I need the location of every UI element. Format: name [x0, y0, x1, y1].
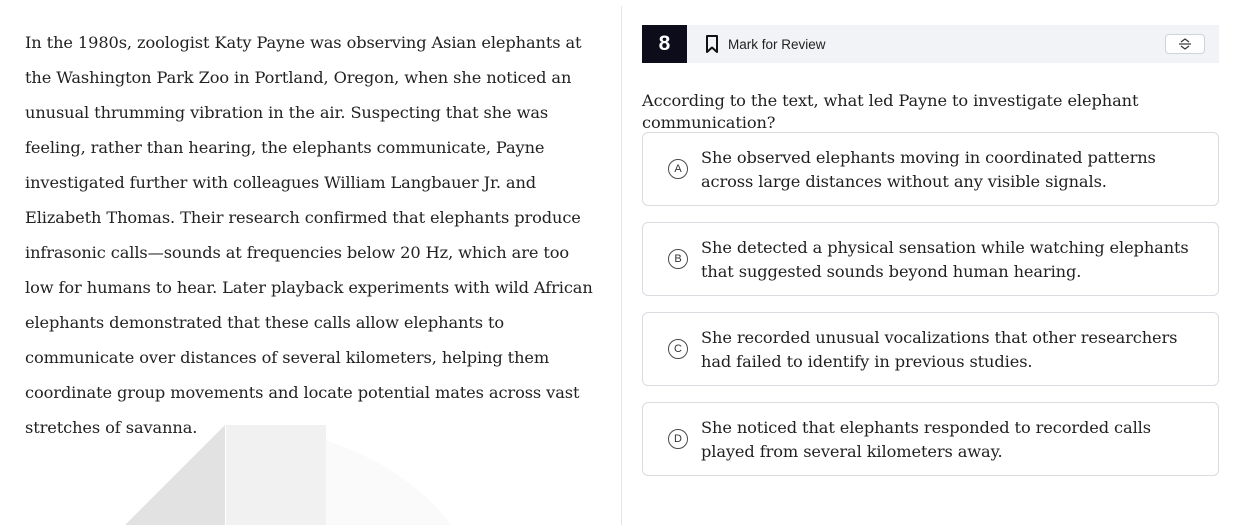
choice-letter-badge: C: [668, 339, 688, 359]
choice-letter-badge: A: [668, 159, 688, 179]
answer-choice-b[interactable]: [642, 222, 1219, 296]
choice-text: She observed elephants moving in coordinated patterns across large distances without any visible signals.: [701, 148, 1156, 191]
question-pane: [642, 0, 1219, 525]
pane-divider[interactable]: [621, 6, 622, 525]
choice-letter-badge: D: [668, 429, 688, 449]
choice-text: She noticed that elephants responded to recorded calls played from several kilometers away.: [701, 418, 1151, 461]
answer-choice-a[interactable]: [642, 132, 1219, 206]
choice-text: She recorded unusual vocalizations that other researchers had failed to identify in previous studies.: [701, 328, 1178, 371]
question-prompt: According to the text, what led Payne to investigate elephant communication?: [642, 91, 1139, 132]
passage-text: In the 1980s, zoologist Katy Payne was observing Asian elephants at the Washington Park Zoo in Portland, Oregon, when she noticed an unusual thrumming vibration in the air. Suspecting that she was feeling, rather than hearing, the elephants communicate, Payne investigated further with colleagues William Langbauer Jr. and Elizabeth Thomas. Their research confirmed that elephants produce infrasonic calls—sounds at frequencies below 20 Hz, which are too low for humans to hear. Later playback experiments with wild African elephants demonstrated that these calls allow elephants to communicate over distances of several kilometers, helping them coordinate group movements and locate potential mates across vast stretches of savanna.: [25, 33, 593, 437]
mark-for-review-button[interactable]: [705, 34, 826, 54]
strikethrough-toggle-button[interactable]: [1165, 34, 1205, 54]
choice-text: She detected a physical sensation while watching elephants that suggested sounds beyond human hearing.: [701, 238, 1189, 281]
choice-letter-badge: B: [668, 249, 688, 269]
bookmark-icon: [705, 34, 719, 54]
question-number: 8: [642, 25, 687, 63]
answer-choice-c[interactable]: [642, 312, 1219, 386]
strikethrough-icon: [1178, 35, 1192, 54]
question-header: [642, 25, 1219, 63]
answer-choice-d[interactable]: [642, 402, 1219, 476]
passage-pane: [0, 0, 620, 525]
mark-for-review-label: Mark for Review: [728, 36, 826, 52]
